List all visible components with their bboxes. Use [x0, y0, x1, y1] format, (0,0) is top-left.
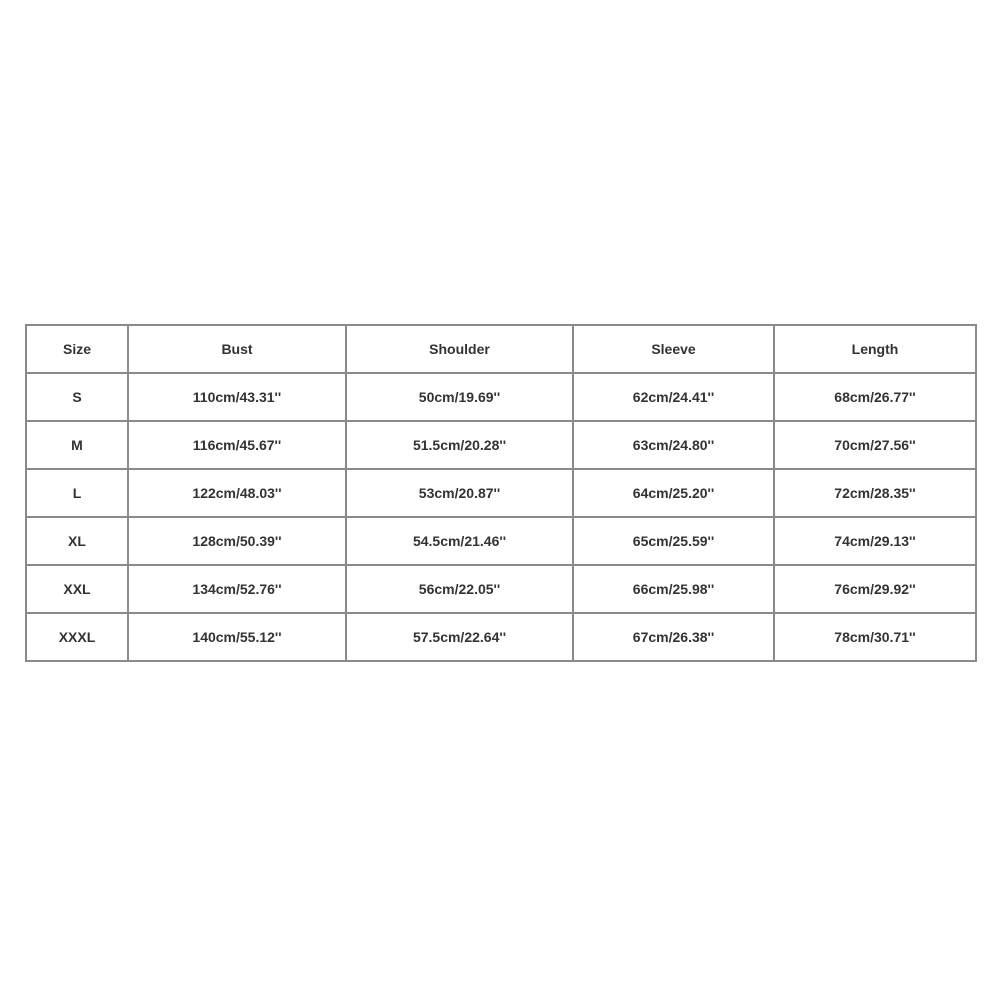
- cell-bust: 128cm/50.39'': [128, 517, 346, 565]
- header-size: Size: [26, 325, 128, 373]
- cell-length: 74cm/29.13'': [774, 517, 976, 565]
- cell-size: XL: [26, 517, 128, 565]
- cell-size: XXXL: [26, 613, 128, 661]
- cell-shoulder: 56cm/22.05'': [346, 565, 573, 613]
- cell-shoulder: 51.5cm/20.28'': [346, 421, 573, 469]
- cell-bust: 110cm/43.31'': [128, 373, 346, 421]
- cell-shoulder: 53cm/20.87'': [346, 469, 573, 517]
- table-row: [26, 565, 976, 613]
- table-row: [26, 469, 976, 517]
- header-bust: Bust: [128, 325, 346, 373]
- cell-bust: 116cm/45.67'': [128, 421, 346, 469]
- cell-bust: 122cm/48.03'': [128, 469, 346, 517]
- table-row: [26, 421, 976, 469]
- cell-sleeve: 64cm/25.20'': [573, 469, 774, 517]
- cell-size: L: [26, 469, 128, 517]
- cell-shoulder: 54.5cm/21.46'': [346, 517, 573, 565]
- header-row: [26, 325, 976, 373]
- cell-shoulder: 57.5cm/22.64'': [346, 613, 573, 661]
- cell-size: XXL: [26, 565, 128, 613]
- table-row: [26, 517, 976, 565]
- cell-size: M: [26, 421, 128, 469]
- table-row: [26, 373, 976, 421]
- cell-sleeve: 63cm/24.80'': [573, 421, 774, 469]
- cell-sleeve: 62cm/24.41'': [573, 373, 774, 421]
- cell-sleeve: 66cm/25.98'': [573, 565, 774, 613]
- cell-length: 68cm/26.77'': [774, 373, 976, 421]
- cell-length: 76cm/29.92'': [774, 565, 976, 613]
- table-row: [26, 613, 976, 661]
- header-sleeve: Sleeve: [573, 325, 774, 373]
- cell-length: 70cm/27.56'': [774, 421, 976, 469]
- cell-bust: 140cm/55.12'': [128, 613, 346, 661]
- cell-size: S: [26, 373, 128, 421]
- cell-length: 78cm/30.71'': [774, 613, 976, 661]
- cell-sleeve: 67cm/26.38'': [573, 613, 774, 661]
- header-shoulder: Shoulder: [346, 325, 573, 373]
- cell-shoulder: 50cm/19.69'': [346, 373, 573, 421]
- cell-sleeve: 65cm/25.59'': [573, 517, 774, 565]
- size-chart-table: [25, 324, 977, 662]
- header-length: Length: [774, 325, 976, 373]
- cell-bust: 134cm/52.76'': [128, 565, 346, 613]
- cell-length: 72cm/28.35'': [774, 469, 976, 517]
